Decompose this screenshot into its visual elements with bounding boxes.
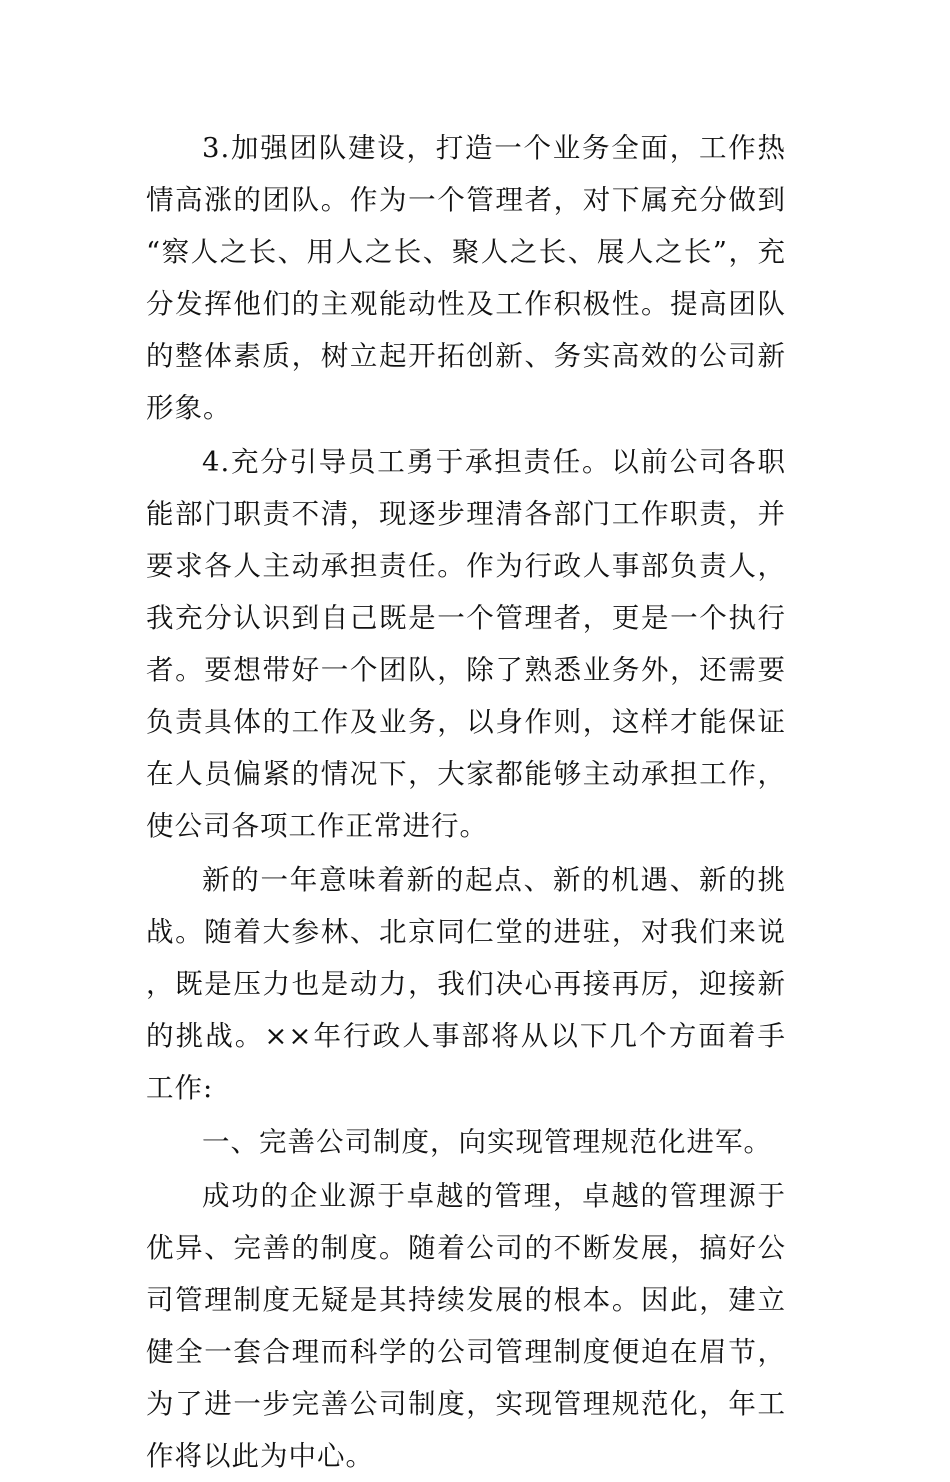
paragraph-team-building: 3.加强团队建设，打造一个业务全面，工作热情高涨的团队。作为一个管理者，对下属充分做到“察人之长、用人之长、聚人之长、展人之长”，充分发挥他们的主观能动性及工作积极性。提高团队的整体素质，树立起开拓创新、务实高效的公司新形象。: [146, 132, 786, 424]
paragraph-responsibility: 4.充分引导员工勇于承担责任。以前公司各职能部门职责不清，现逐步理清各部门工作职责，并要求各人主动承担责任。作为行政人事部负责人，我充分认识到自己既是一个管理者，更是一个执行者。要想带好一个团队，除了熟悉业务外，还需要负责具体的工作及业务，以身作则，这样才能保证在人员偏紧的情况下，大家都能够主动承担工作，使公司各项工作正常进行。: [146, 446, 786, 842]
document-page: [146, 122, 786, 1482]
section-heading-company-system: 一、完善公司制度，向实现管理规范化进军。: [202, 1126, 772, 1158]
paragraph-management-system: 成功的企业源于卓越的管理，卓越的管理源于优异、完善的制度。随着公司的不断发展，搞好公司管理制度无疑是其持续发展的根本。因此，建立健全一套合理而科学的公司管理制度便迫在眉节，为了进一步完善公司制度，实现管理规范化，年工作将以此为中心。: [146, 1180, 786, 1472]
paragraph-new-year: 新的一年意味着新的起点、新的机遇、新的挑战。随着大参林、北京同仁堂的进驻，对我们来说，既是压力也是动力，我们决心再接再厉，迎接新的挑战。××年行政人事部将从以下几个方面着手工作:: [146, 864, 786, 1104]
